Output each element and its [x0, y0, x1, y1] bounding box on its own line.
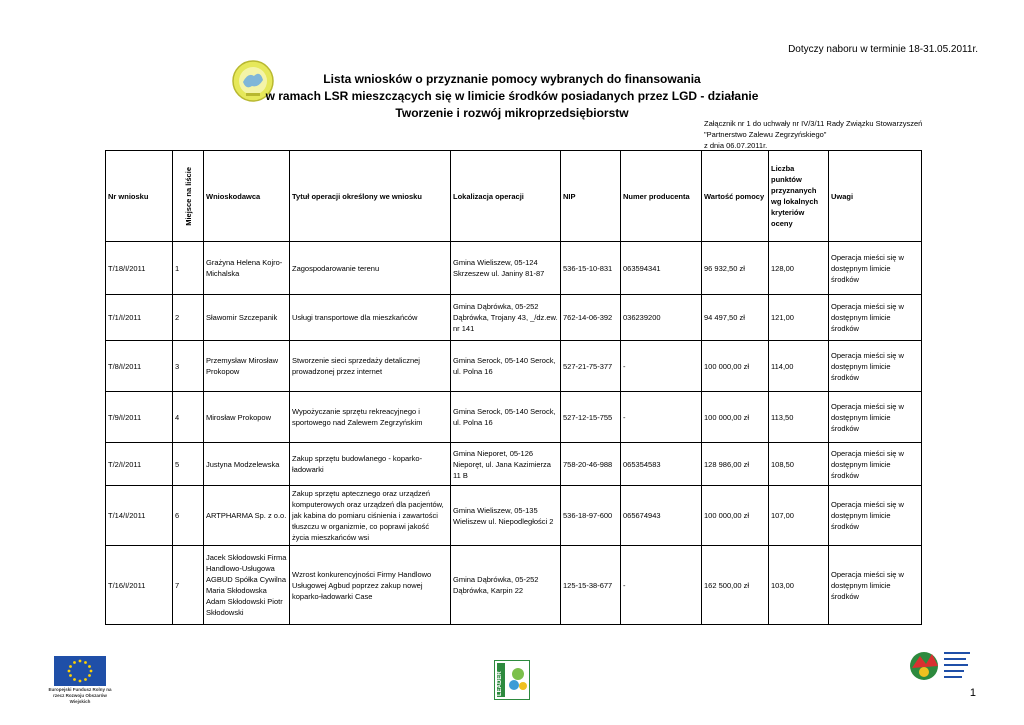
cell-miejsce: 5 — [173, 443, 204, 486]
header-lokalizacja: Lokalizacja operacji — [451, 151, 561, 242]
cell-nr: T/8/I/2011 — [106, 341, 173, 392]
cell-nr: T/2/I/2011 — [106, 443, 173, 486]
cell-wartosc: 100 000,00 zł — [702, 486, 769, 546]
cell-uwagi: Operacja mieści się w dostępnym limicie środków — [829, 242, 922, 295]
cell-uwagi: Operacja mieści się w dostępnym limicie środków — [829, 392, 922, 443]
table-header-row — [106, 151, 922, 242]
header-nip: NIP — [561, 151, 621, 242]
table-row — [106, 295, 922, 341]
title-line-1: Lista wniosków o przyznanie pomocy wybranych do finansowania — [323, 72, 701, 86]
header-producent: Numer producenta — [621, 151, 702, 242]
cell-producent: 065674943 — [621, 486, 702, 546]
cell-wnioskodawca: ARTPHARMA Sp. z o.o. — [204, 486, 290, 546]
cell-wartosc: 100 000,00 zł — [702, 341, 769, 392]
eu-caption: Europejski Fundusz Rolny na rzecz Rozwoju Obszarów Wiejskich — [48, 687, 112, 704]
cell-wnioskodawca: Przemysław Mirosław Prokopow — [204, 341, 290, 392]
cell-nip: 125-15-38-677 — [561, 546, 621, 625]
cell-uwagi: Operacja mieści się w dostępnym limicie środków — [829, 295, 922, 341]
cell-miejsce: 4 — [173, 392, 204, 443]
cell-nip: 527-21-75-377 — [561, 341, 621, 392]
cell-producent: - — [621, 341, 702, 392]
leader-label: LEADER — [497, 671, 503, 696]
cell-nip: 536-15-10-831 — [561, 242, 621, 295]
cell-producent: 036239200 — [621, 295, 702, 341]
title-line-3: Tworzenie i rozwój mikroprzedsiębiorstw — [395, 106, 629, 120]
cell-lokalizacja: Gmina Nieporet, 05-126 Nieporęt, ul. Jana Kazimierza 11 B — [451, 443, 561, 486]
cell-lokalizacja: Gmina Serock, 05-140 Serock, ul. Polna 16 — [451, 392, 561, 443]
cell-miejsce: 2 — [173, 295, 204, 341]
cell-nr: T/18/I/2011 — [106, 242, 173, 295]
cell-producent: 065354583 — [621, 443, 702, 486]
cell-miejsce: 7 — [173, 546, 204, 625]
cell-nr: T/9/I/2011 — [106, 392, 173, 443]
cell-tytul: Wzrost konkurencyjności Firmy Handlowo Usługowej Agbud poprzez zakup nowej koparko-ładowarki Case — [290, 546, 451, 625]
cell-miejsce: 1 — [173, 242, 204, 295]
attachment-note — [704, 118, 922, 151]
cell-wartosc: 96 932,50 zł — [702, 242, 769, 295]
cell-tytul: Zakup sprzętu budowlanego - koparko-ładowarki — [290, 443, 451, 486]
page-number: 1 — [969, 687, 976, 699]
cell-uwagi: Operacja mieści się w dostępnym limicie środków — [829, 443, 922, 486]
table-row — [106, 443, 922, 486]
header-tytul: Tytuł operacji określony we wniosku — [290, 151, 451, 242]
cell-punkty: 128,00 — [769, 242, 829, 295]
header-punkty: Liczba punktów przyznanych wg lokalnych kryteriów oceny — [769, 151, 829, 242]
cell-miejsce: 3 — [173, 341, 204, 392]
cell-lokalizacja: Gmina Serock, 05-140 Serock, ul. Polna 16 — [451, 341, 561, 392]
cell-producent: - — [621, 546, 702, 625]
cell-tytul: Stworzenie sieci sprzedaży detalicznej prowadzonej przez internet — [290, 341, 451, 392]
table-row — [106, 341, 922, 392]
cell-wnioskodawca: Mirosław Prokopow — [204, 392, 290, 443]
cell-tytul: Zagospodarowanie terenu — [290, 242, 451, 295]
eu-flag-icon — [54, 656, 106, 686]
cell-punkty: 114,00 — [769, 341, 829, 392]
eu-logo — [48, 656, 112, 705]
cell-lokalizacja: Gmina Wieliszew, 05-124 Skrzeszew ul. Janiny 81-87 — [451, 242, 561, 295]
cell-wartosc: 162 500,00 zł — [702, 546, 769, 625]
cell-wnioskodawca: Justyna Modzelewska — [204, 443, 290, 486]
cell-nip: 527-12-15-755 — [561, 392, 621, 443]
attachment-line-2: "Partnerstwo Zalewu Zegrzyńskiego" — [704, 130, 827, 139]
cell-nip: 762-14-06-392 — [561, 295, 621, 341]
header-miejsce-label: Miejsce na liście — [183, 166, 193, 226]
cell-nip: 536-18-97-600 — [561, 486, 621, 546]
attachment-line-1: Załącznik nr 1 do uchwały nr IV/3/11 Rady Związku Stowarzyszeń — [704, 119, 923, 128]
table-row — [106, 546, 922, 625]
cell-wartosc: 94 497,50 zł — [702, 295, 769, 341]
cell-lokalizacja: Gmina Dąbrówka, 05-252 Dąbrówka, Karpin 22 — [451, 546, 561, 625]
cell-wnioskodawca: Grażyna Helena Kojro-Michalska — [204, 242, 290, 295]
cell-lokalizacja: Gmina Wieliszew, 05-135 Wieliszew ul. Niepodległości 2 — [451, 486, 561, 546]
table-row — [106, 486, 922, 546]
prow-logo-icon — [908, 644, 976, 686]
cell-punkty: 107,00 — [769, 486, 829, 546]
cell-nr: T/1/I/2011 — [106, 295, 173, 341]
cell-nr: T/16/I/2011 — [106, 546, 173, 625]
cell-tytul: Usługi transportowe dla mieszkańców — [290, 295, 451, 341]
cell-miejsce: 6 — [173, 486, 204, 546]
header-wartosc: Wartość pomocy — [702, 151, 769, 242]
cell-uwagi: Operacja mieści się w dostępnym limicie środków — [829, 546, 922, 625]
cell-wnioskodawca: Jacek Skłodowski Firma Handlowo-Usługowa AGBUD Spółka Cywilna Maria Skłodowska Adam Skłodowski Piotr Skłodowski — [204, 546, 290, 625]
cell-uwagi: Operacja mieści się w dostępnym limicie środków — [829, 341, 922, 392]
cell-nr: T/14/I/2011 — [106, 486, 173, 546]
cell-wartosc: 128 986,00 zł — [702, 443, 769, 486]
cell-punkty: 108,50 — [769, 443, 829, 486]
attachment-line-3: z dnia 06.07.2011r. — [704, 141, 768, 150]
cell-punkty: 121,00 — [769, 295, 829, 341]
cell-wnioskodawca: Sławomir Szczepanik — [204, 295, 290, 341]
title-line-2: w ramach LSR mieszczących się w limicie środków posiadanych przez LGD - działanie — [265, 89, 759, 103]
cell-tytul: Zakup sprzętu aptecznego oraz urządzeń komputerowych oraz urządzeń dla pacjentów, jak kabina do pomiaru ciśnienia i zawartości tłuszczu w organizmie, co poprawi jakość życia mieszkańców wsi — [290, 486, 451, 546]
header-uwagi: Uwagi — [829, 151, 922, 242]
cell-producent: - — [621, 392, 702, 443]
cell-punkty: 103,00 — [769, 546, 829, 625]
header-nr: Nr wniosku — [106, 151, 173, 242]
table-row — [106, 392, 922, 443]
cell-uwagi: Operacja mieści się w dostępnym limicie środków — [829, 486, 922, 546]
cell-wartosc: 100 000,00 zł — [702, 392, 769, 443]
cell-producent: 063594341 — [621, 242, 702, 295]
cell-nip: 758-20-46-988 — [561, 443, 621, 486]
cell-punkty: 113,50 — [769, 392, 829, 443]
applications-table — [105, 150, 922, 625]
table-row — [106, 242, 922, 295]
header-miejsce — [173, 151, 204, 242]
leader-logo-icon — [494, 660, 530, 700]
cell-lokalizacja: Gmina Dąbrówka, 05-252 Dąbrówka, Trojany 43, _/dz.ew. nr 141 — [451, 295, 561, 341]
cell-tytul: Wypożyczanie sprzętu rekreacyjnego i sportowego nad Zalewem Zegrzyńskim — [290, 392, 451, 443]
header-wnioskodawca: Wnioskodawca — [204, 151, 290, 242]
nabor-date-label: Dotyczy naboru w terminie 18-31.05.2011r. — [788, 44, 978, 55]
